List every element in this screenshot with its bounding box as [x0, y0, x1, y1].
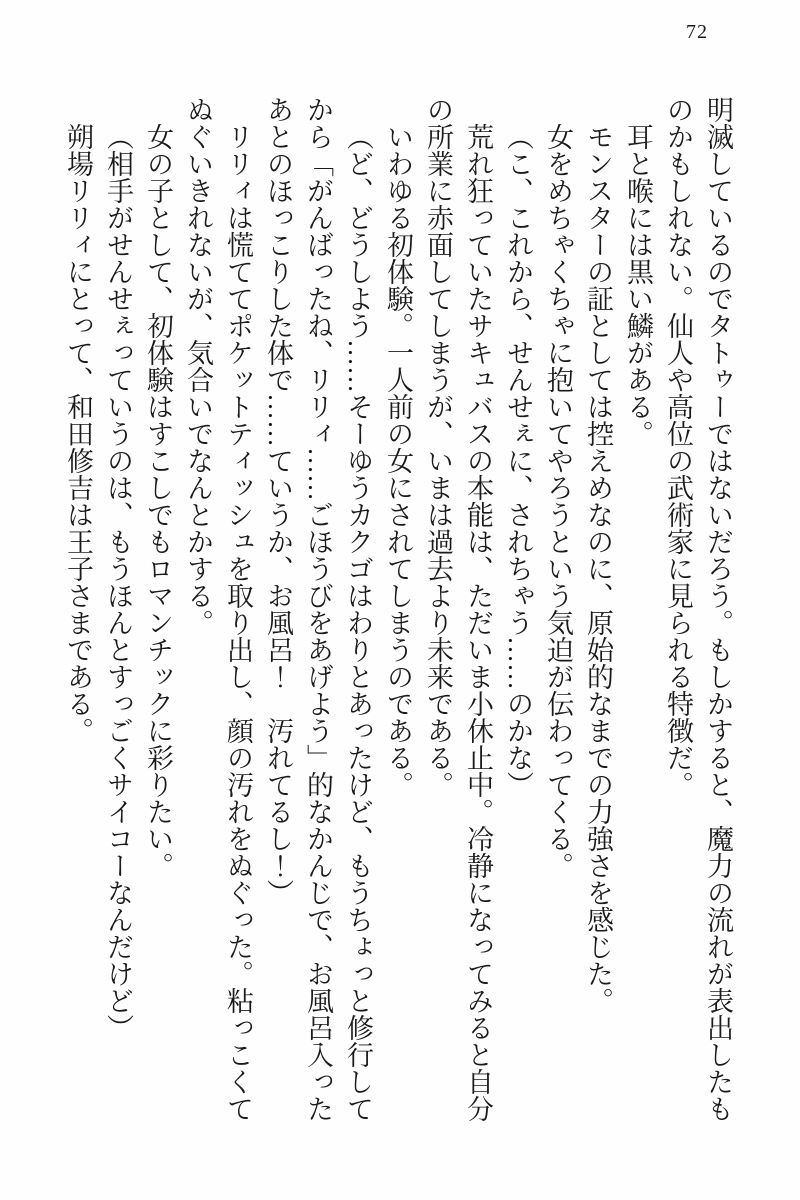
- novel-paragraph: 女の子として、初体験はすこしでもロマンチックに彩りたい。: [143, 123, 173, 879]
- novel-paragraph: モンスターの証としては控えめなのに、原始的なまでの力強さを感じた。: [583, 123, 613, 1014]
- novel-paragraph: （ど、どうしよう……そーゆうカクゴはわりとあったけど、もうちょっと修行してから「がんばったね、リリィ……ごほうびをあげよう」的なかんじで、お風呂入ったあとのほっこりした体で……ていうか、お風呂！ 汚れてるし！）: [263, 96, 373, 1122]
- novel-paragraph: 耳と喉には黒い鱗がある。: [623, 123, 653, 447]
- novel-paragraph: （こ、これから、せんせぇに、されちゃう……のかな）: [503, 123, 533, 798]
- novel-paragraph: リリィは慌ててポケットティッシュを取り出し、顔の汚れをぬぐった。粘っこくてぬぐいきれないが、気合いでなんとかする。: [183, 96, 253, 1122]
- novel-text-block: [58, 96, 738, 1122]
- novel-paragraph: 朔場リリィにとって、和田修吉は王子さまである。: [63, 123, 93, 744]
- novel-paragraph: 荒れ狂っていたサキュバスの本能は、ただいま小休止中。冷静になってみると自分の所業に赤面してしまうが、いまは過去より未来である。: [423, 96, 493, 1122]
- novel-paragraph: （相手がせんせぇっていうのは、もうほんとすっごくサイコーなんだけど）: [103, 123, 133, 1041]
- novel-paragraph: 明滅しているのでタトゥーではないだろう。もしかすると、魔力の流れが表出したものかもしれない。仙人や高位の武術家に見られる特徴だ。: [663, 96, 733, 1122]
- novel-paragraph: いわゆる初体験。一人前の女にされてしまうのである。: [383, 123, 413, 798]
- page-number: 72: [686, 21, 708, 43]
- novel-paragraph: 女をめちゃくちゃに抱いてやろうという気迫が伝わってくる。: [543, 123, 573, 879]
